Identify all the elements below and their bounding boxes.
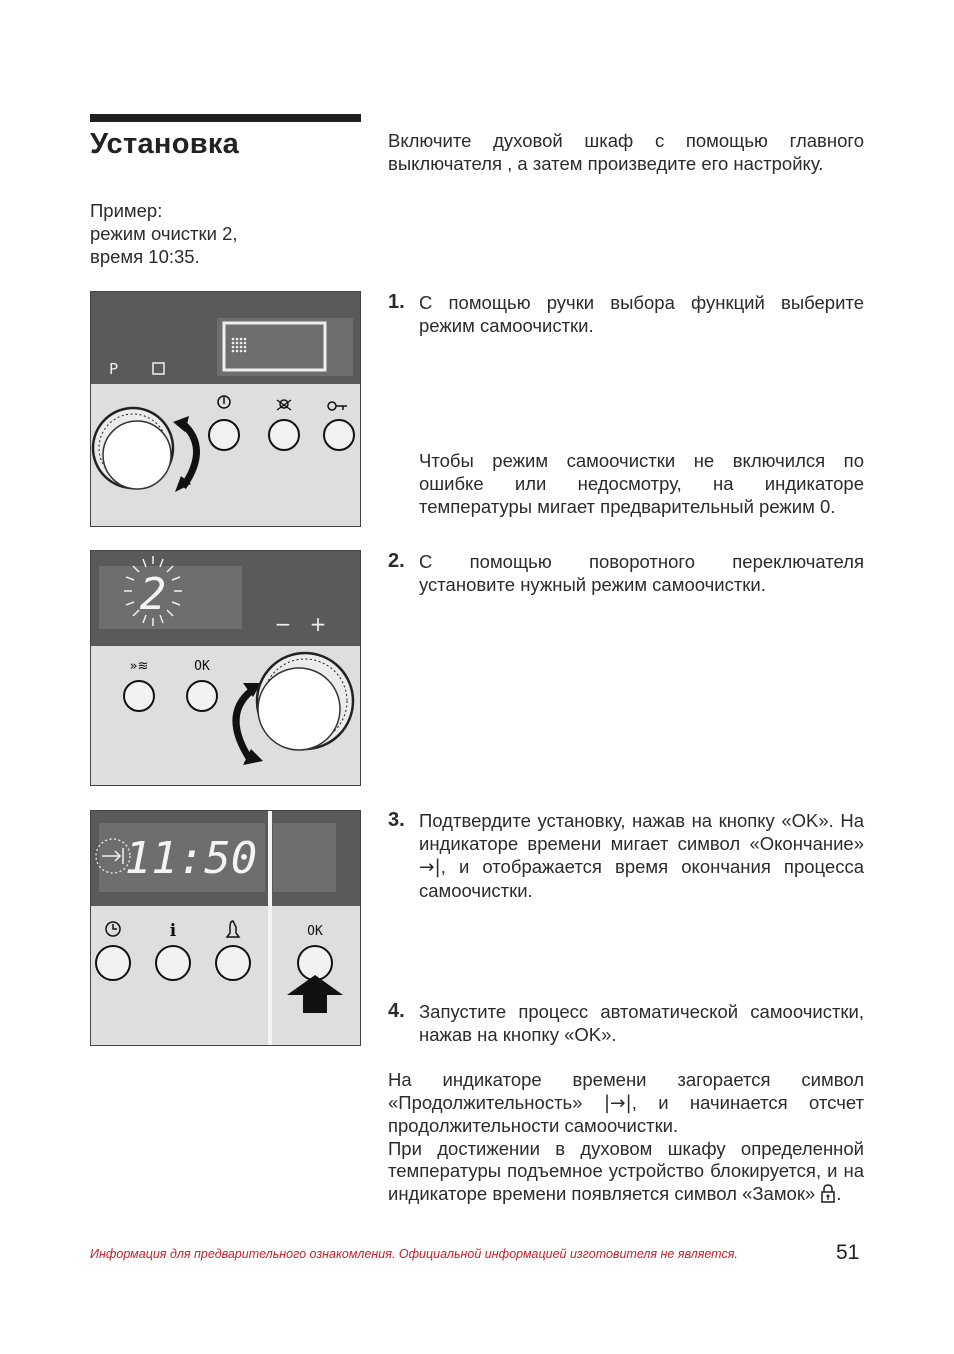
ok-button[interactable] xyxy=(298,946,332,980)
example-label: Пример: xyxy=(90,200,163,221)
duration-symbol-icon: |→| xyxy=(603,1092,632,1114)
oven-panel-mode-select xyxy=(90,550,361,786)
mode-digit-display: 2 xyxy=(139,569,167,620)
step-text xyxy=(419,809,864,902)
step-text-part: Подтвердите установку, нажав на кнопку «OK». На индикаторе времени мигает символ «Окончание» xyxy=(419,810,864,854)
note-text: Чтобы режим самоочистки не включился по ошибке или недосмотру, на индикаторе температуры мигает предварительный режим 0. xyxy=(419,450,864,517)
time-display: 11:50 xyxy=(124,833,258,884)
rotary-knob[interactable] xyxy=(257,653,353,750)
step-3 xyxy=(388,809,864,902)
step-1 xyxy=(388,291,864,337)
example-time: время 10:35. xyxy=(90,246,200,267)
timer-button[interactable] xyxy=(216,946,250,980)
paragraph-part: При достижении в духовом шкафу определенной температуры подъемное устройство блокируется, и на индикаторе времени появляется символ «Замок» xyxy=(388,1137,864,1204)
fast-heat-button[interactable] xyxy=(124,681,154,711)
ok-label: OK xyxy=(307,924,323,939)
fast-heat-icon: »≋ xyxy=(129,659,149,674)
step-4 xyxy=(388,1000,864,1046)
section-title: Установка xyxy=(90,128,240,160)
section-rule xyxy=(90,114,361,122)
step-2 xyxy=(388,550,864,596)
footer-disclaimer: Информация для предварительного ознакомления. Официальной информацией изготовителя не является. xyxy=(90,1247,738,1261)
oven-panel-function-selector xyxy=(90,291,361,527)
step-number: 3. xyxy=(388,809,405,831)
function-selector-knob[interactable] xyxy=(93,408,173,489)
ok-button[interactable] xyxy=(187,681,217,711)
step-text: С помощью поворотного переключателя установите нужный режим самоочистки. xyxy=(419,551,864,595)
info-button[interactable] xyxy=(156,946,190,980)
panel-label-p: P xyxy=(109,360,119,378)
step-number: 2. xyxy=(388,550,405,572)
clock-button[interactable] xyxy=(96,946,130,980)
after-start-text xyxy=(388,1069,864,1205)
step-text-part: , и отображается время окончания процесса самоочистки. xyxy=(419,856,864,901)
step-text: С помощью ручки выбора функций выберите режим самоочистки. xyxy=(419,292,864,336)
paragraph-part: , и начинается отсчет продолжительности самоочистки. xyxy=(388,1091,865,1136)
intro-text: Включите духовой шкаф с помощью главного выключателя , а затем произведите его настройку. xyxy=(388,130,864,174)
oven-panel-time xyxy=(90,810,361,1046)
step-number: 1. xyxy=(388,291,405,313)
plus-label: + xyxy=(309,612,327,636)
lock-paragraph xyxy=(388,1138,864,1206)
example-mode: режим очистки 2, xyxy=(90,223,238,244)
info-icon: i xyxy=(169,921,177,941)
ok-label: OK xyxy=(194,659,210,674)
end-symbol-icon: →| xyxy=(419,857,441,878)
minus-label: − xyxy=(274,612,292,636)
duration-paragraph xyxy=(388,1069,864,1138)
example-block xyxy=(90,199,238,268)
page-number: 51 xyxy=(836,1241,860,1264)
paragraph-part: На индикаторе времени загорается символ «Продолжительность» xyxy=(388,1069,864,1113)
paragraph-part: . xyxy=(836,1182,842,1204)
lock-icon xyxy=(820,1183,836,1203)
step-number: 4. xyxy=(388,1000,405,1022)
step-text: Запустите процесс автоматической самоочистки, нажав на кнопку «OK». xyxy=(419,1001,864,1045)
